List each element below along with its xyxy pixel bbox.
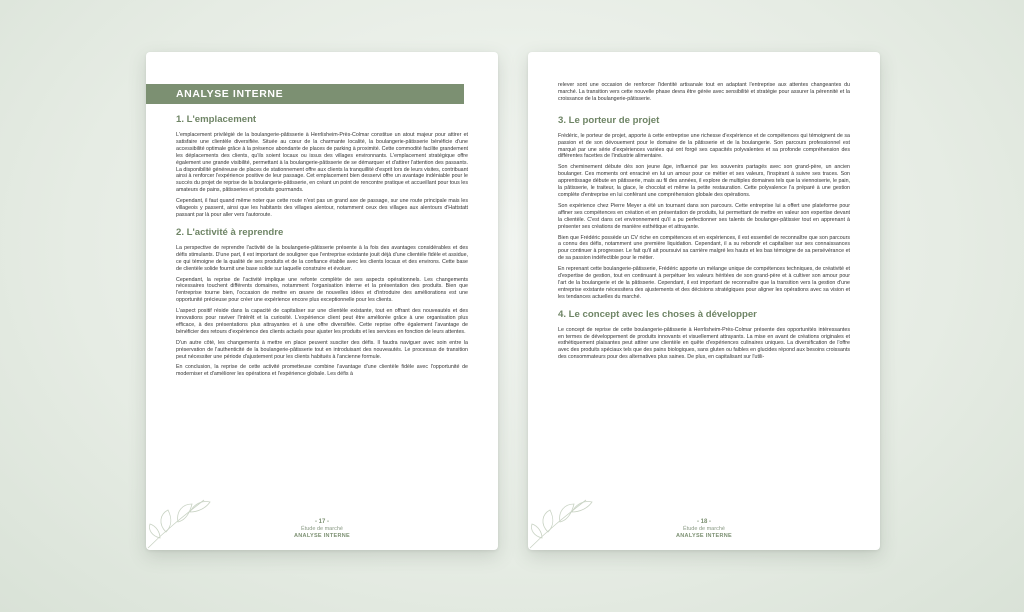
section-banner: ANALYSE INTERNE	[146, 84, 464, 104]
paragraph: Son cheminement débute dès son jeune âge, influencé par les souvenirs partagés avec son grand-père, un ancien boulanger. Ces moments ont enraciné en lui un amour pour ce métier et ses valeurs, l'inspirant à suivre ses traces. Son apprentissage débute en pâtisserie, mais au fil des années, il explore de multiples domaines tels que la viennoiserie, le pain, la pâtisserie, le traiteur, la glace, le chocolat et même la petite restauration. Cette polyvalence l'a préparé à une gestion complète d'entreprise en lui conférant une compréhension globale des opérations.	[558, 164, 850, 198]
footer-title: ANALYSE INTERNE	[294, 533, 350, 539]
page-footer	[528, 519, 880, 540]
paragraph: En reprenant cette boulangerie-pâtisserie, Frédéric apporte un mélange unique de compétences techniques, de créativité et d'expertise de gestion, tout en continuant à perpétuer les valeurs héritées de son grand-père et à cultiver son amour pour l'art de la boulangerie et de la pâtisserie. Cependant, il est important de reconnaître que la transition vers la gestion d'une entreprise existante nécessitera des ajustements et des décisions stratégiques pour aligner les opérations avec sa vision et les tendances actuelles du marché.	[558, 266, 850, 300]
paragraph: Son expérience chez Pierre Meyer a été un tournant dans son parcours. Cette entreprise lui a offert une plateforme pour affiner ses compétences en création et en présentation de produits, lui permettant de mettre en valeur son expertise devant la clientèle. C'est dans cet environnement qu'il a pu perfectionner ses talents de boulanger-pâtissier tout en apprenant à présenter ses créations de manière esthétique et attrayante.	[558, 202, 850, 230]
section-heading: 4. Le concept avec les choses à développer	[558, 308, 757, 320]
paragraph: L'emplacement privilégié de la boulangerie-pâtisserie à Herrlisheim-Près-Colmar constitue un atout majeur pour attirer et satisfaire une clientèle diversifiée. Située au cœur de la charmante localité, la boulangerie-pâtisserie bénéficie d'une accessibilité optimale grâce à la présence abondante de places de parking à proximité. Cette commodité facilite grandement les déplacements des clients, qu'ils soient locaux ou issus des villages environnants. L'emplacement stratégique offre également une grande visibilité, permettant à la boulangerie-pâtisserie de se démarquer et d'attirer l'attention des passants. La disponibilité généreuse de places de stationnement offre aux clients la tranquillité d'esprit lors de leurs visites, contribuant ainsi à renforcer l'expérience positive de leur passage. Cet emplacement bien desservi offre un avantage indéniable pour le succès du projet de reprise de la boulangerie-pâtisserie, en créant un point de rencontre pratique et accueillant pour tous les amateurs de pains, pâtisseries et produits gourmands.	[176, 132, 468, 194]
section-porteur	[558, 115, 850, 301]
section-heading: 3. Le porteur de projet	[558, 114, 660, 126]
paragraph: Cependant, la reprise de l'activité implique une refonte complète de ses aspects opérationnels. Les changements nécessaires touchent différents domaines, notamment l'organisation interne et la présentation des produits. Bien que l'entreprise tourne bien, l'occasion de mettre en œuvre de nouvelles idées et d'introduire des améliorations est une opportunité précieuse pour créer une expérience encore plus exceptionnelle pour les clients.	[176, 276, 468, 304]
footer-subtitle: Étude de marché	[683, 526, 725, 532]
page-number: - 18 -	[696, 519, 711, 525]
page-number: - 17 -	[314, 519, 329, 525]
page-content	[176, 114, 468, 386]
paragraph: Bien que Frédéric possède un CV riche en compétences et en expériences, il est essentiel de reconnaître que son parcours a connu des défis, notamment une première liquidation. Cependant, il a su rebondir et capitaliser sur ses connaissances pour continuer à progresser. Le fait qu'il ait poursuivi sa carrière malgré les hauts et les bas témoigne de sa persévérance et de sa passion indéfectible pour le métier.	[558, 234, 850, 262]
footer-subtitle: Étude de marché	[301, 526, 343, 532]
section-emplacement	[176, 114, 468, 219]
paragraph: Cependant, il faut quand même noter que cette route n'est pas un grand axe de passage, sur une route principale mais les villageois y passent, ainsi que les habitants des villages alentour, notamment ceux des villages aux alentours d'Hattstatt passant par là pour aller vers l'autoroute.	[176, 198, 468, 218]
paragraph: Frédéric, le porteur de projet, apporte à cette entreprise une richesse d'expérience et de compétences qui témoignent de sa passion et de son dévouement pour le domaine de la pâtisserie et de la boulangerie. Son parcours professionnel est marqué par une série d'expériences variées qui ont forgé ses capacités polyvalentes et sa profonde compréhension des différentes facettes de l'industrie alimentaire.	[558, 132, 850, 160]
section-heading: 1. L'emplacement	[176, 114, 257, 125]
section-activite	[176, 227, 468, 378]
paragraph: relever sont une occasion de renforcer l'identité artisanale tout en adaptant l'entreprise aux attentes changeantes du marché. La transition vers cette nouvelle phase devra être gérée avec sensibilité et stratégie pour assurer la pérennité et la croissance de la boulangerie-pâtisserie.	[558, 82, 850, 102]
paragraph: La perspective de reprendre l'activité de la boulangerie-pâtisserie présente à la fois des avantages considérables et des défis stimulants. D'une part, il est important de souligner que l'entreprise existante jouit déjà d'une clientèle fidèle et assidue, ce qui témoigne de la qualité de ses produits et de la confiance établie avec les clients locaux et des environs. Cette base de clientèle solide fournit une base solide sur laquelle construire et évoluer.	[176, 244, 468, 272]
paragraph: D'un autre côté, les changements à mettre en place peuvent susciter des défis. Il faudra naviguer avec soin entre la préservation de l'authenticité de la boulangerie-pâtisserie tout en introduisant des nouveautés. Le processus de transition peut nécessiter une période d'ajustement pour les clients habitués à l'ancienne formule.	[176, 339, 468, 360]
document-page-right	[528, 52, 880, 550]
document-page-left	[146, 52, 498, 550]
section-concept	[558, 309, 850, 362]
section-heading: 2. L'activité à reprendre	[176, 226, 284, 238]
page-footer	[146, 519, 498, 540]
paragraph: Le concept de reprise de cette boulangerie-pâtisserie à Herrlisheim-Près-Colmar présente des opportunités intéressantes en termes de développement de produits innovants et visuellement attrayants. La mise en avant de créations originales et esthétiquement plaisantes peut attirer une clientèle en quête d'expériences culinaires uniques. La diversification de l'offre avec des produits spéciaux tels que des pains biologiques, sans gluten ou faibles en glucides répond aux besoins croissants des consommateurs pour des alternatives plus saines. De plus, en capitalisant sur l'utili-	[558, 326, 850, 361]
paragraph: L'aspect positif réside dans la capacité de capitaliser sur une clientèle existante, tout en offrant des nouveautés et des innovations pour raviver l'intérêt et la curiosité. L'expérience client peut être améliorée grâce à une organisation plus efficace, à des présentations plus attrayantes et à une offre diversifiée. Cette reprise offre également l'avantage de bénéficier des retours d'expérience des clients actuels pour ajuster les produits et les services en fonction de leurs attentes.	[176, 308, 468, 335]
footer-title: ANALYSE INTERNE	[676, 533, 732, 539]
page-content	[558, 82, 850, 369]
paragraph: En conclusion, la reprise de cette activité prometteuse combine l'avantage d'une clientèle fidèle avec l'opportunité de moderniser et d'améliorer les opérations et l'expérience globale. Les défis à	[176, 364, 468, 378]
